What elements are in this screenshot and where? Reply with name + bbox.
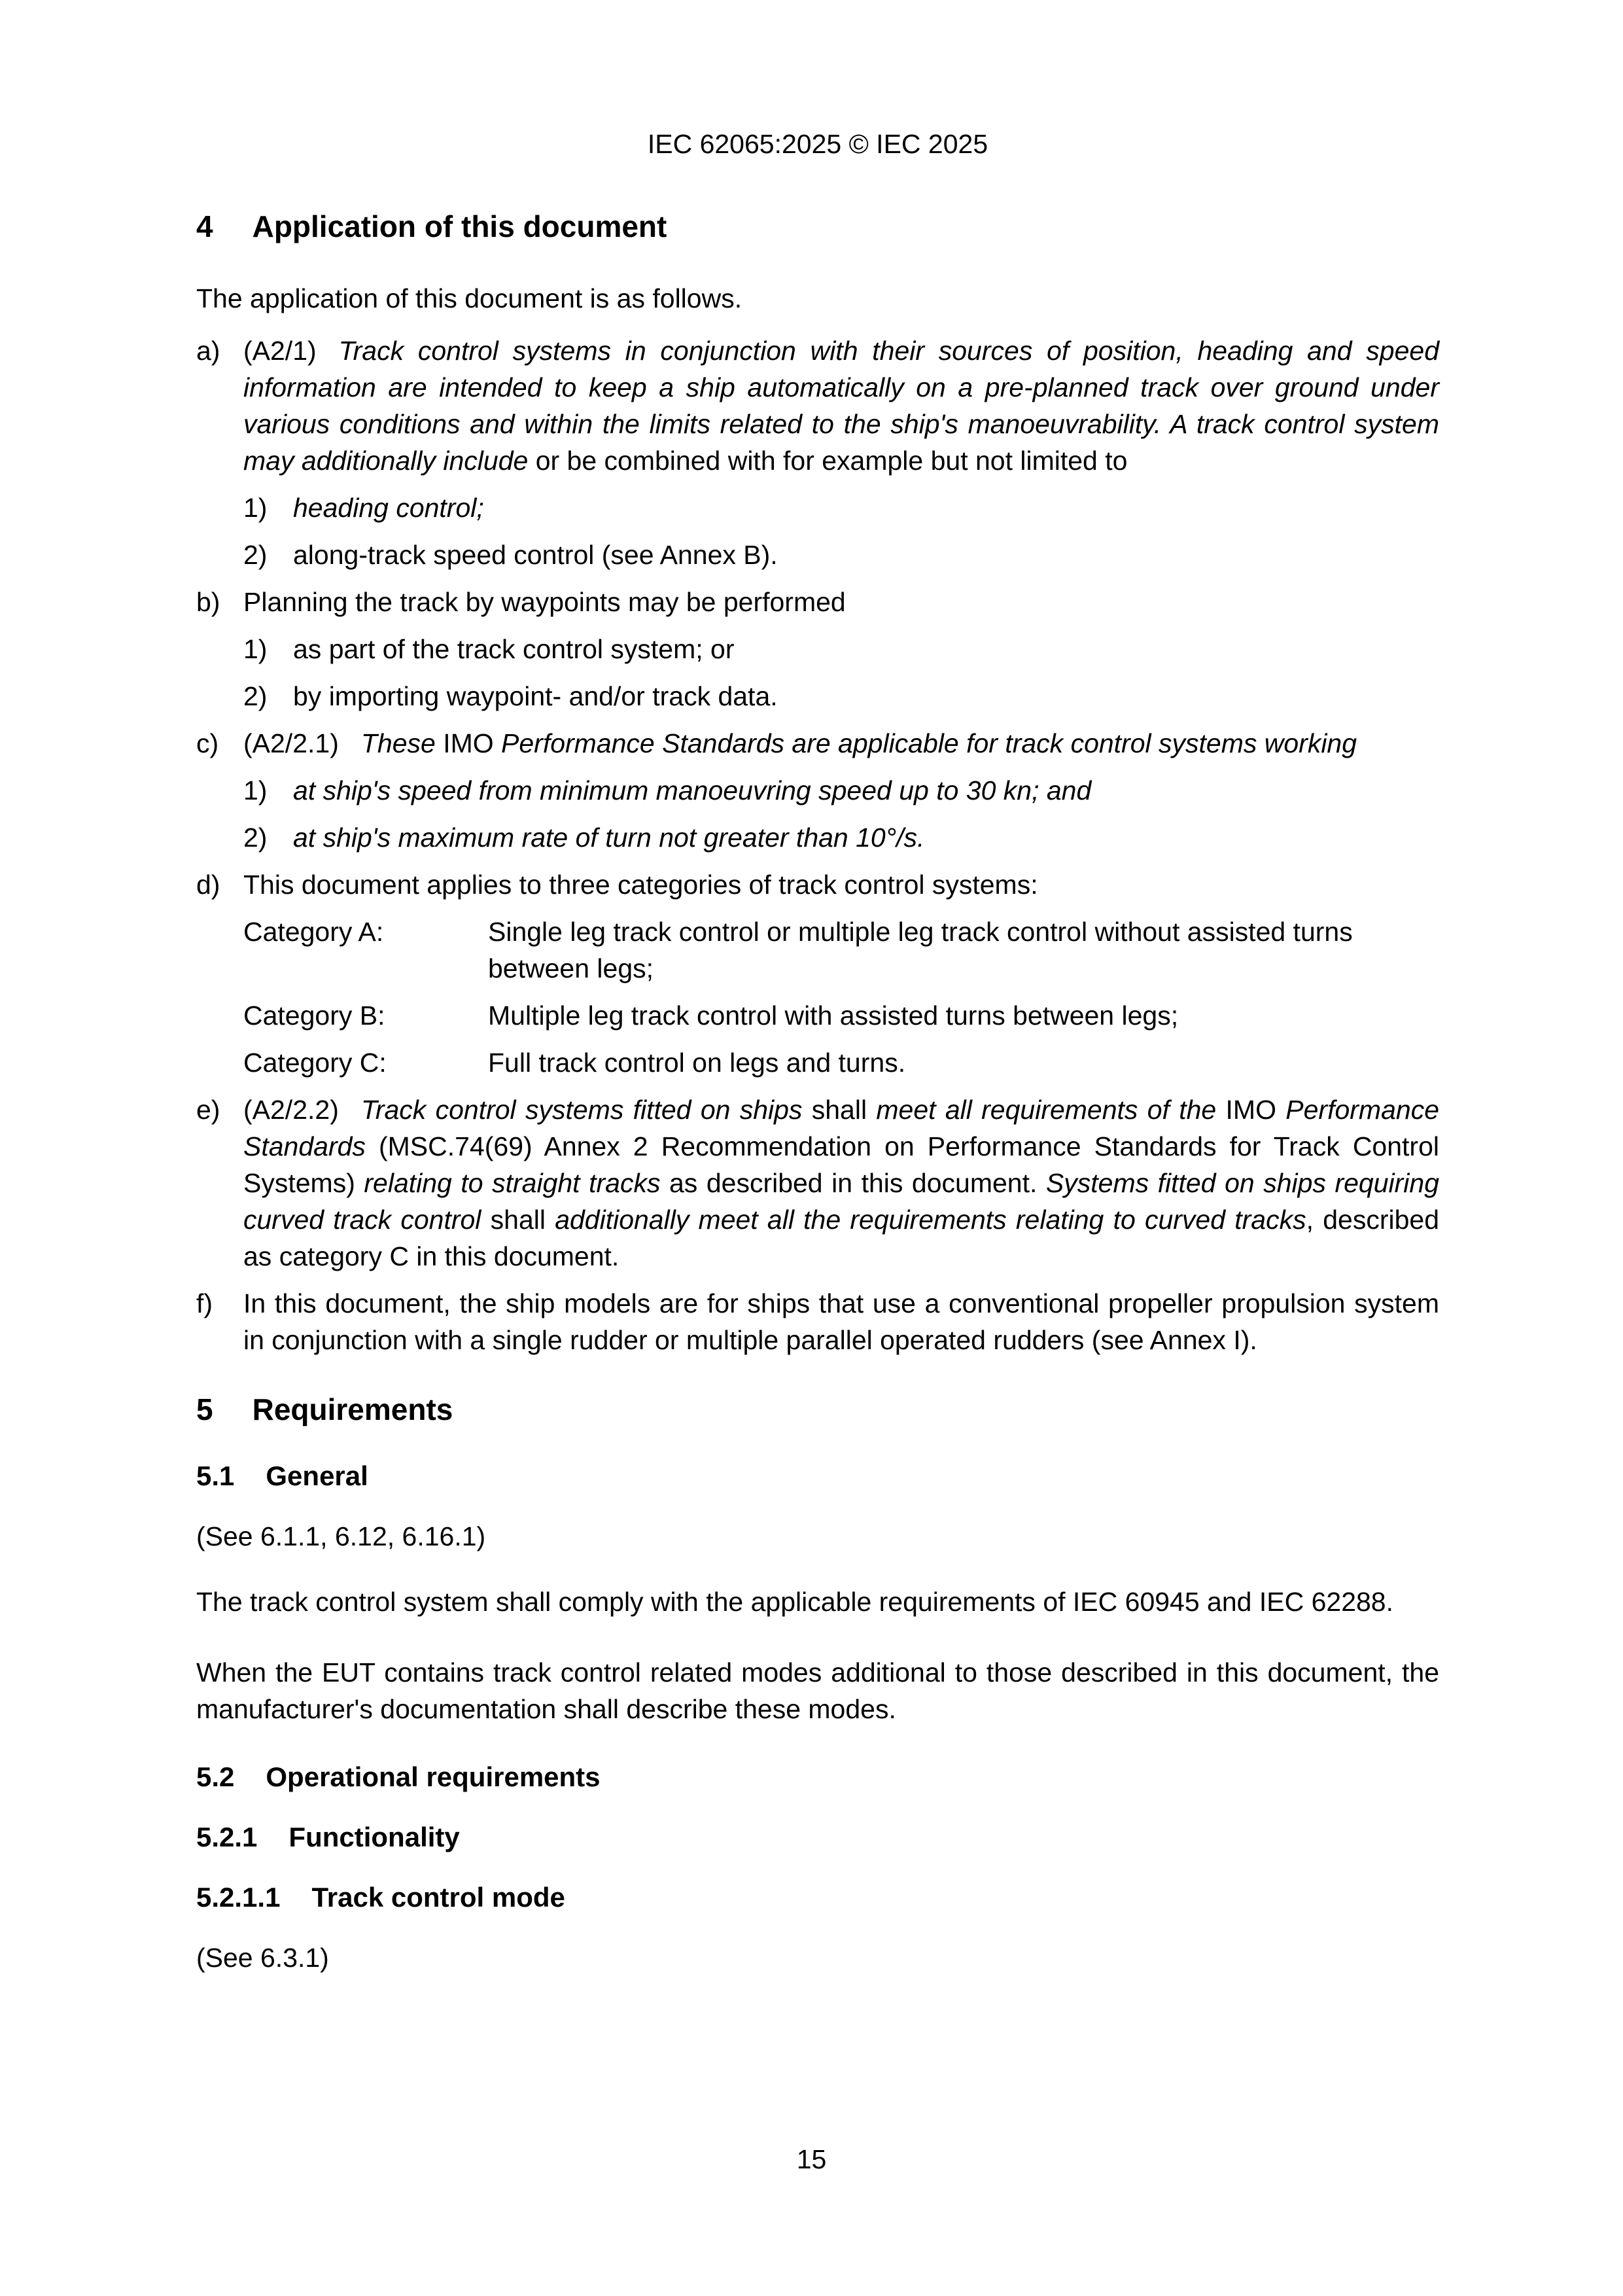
clause-5-2-heading xyxy=(196,1759,1439,1795)
list-item-b2-text: by importing waypoint- and/or track data. xyxy=(293,681,778,711)
list-item-e-upright-1: shall xyxy=(802,1095,877,1125)
list-item-c2 xyxy=(196,819,1439,856)
list-item-d xyxy=(196,866,1439,903)
list-item-e-upright-2: IMO xyxy=(1216,1095,1286,1125)
list-item-f-label: f) xyxy=(196,1288,213,1318)
category-c-row xyxy=(196,1044,1439,1081)
clause-5-1-title: General xyxy=(266,1460,368,1491)
list-item-b xyxy=(196,584,1439,620)
list-item-e-italic-3: Performance Standards xyxy=(243,1095,1439,1161)
clause-5-2-title: Operational requirements xyxy=(266,1761,601,1792)
list-item-a-italic-text: Track control systems in conjunction with their sources of position, heading and speed information are intended to keep a ship automatically on a pre-planned track over ground under various conditions and within the limits related to the ship's manoeuvrability. A track control system may additionally include xyxy=(243,336,1439,476)
list-item-a1-text: heading control; xyxy=(293,493,484,523)
list-item-a1 xyxy=(196,489,1439,526)
list-item-a-tag: (A2/1) xyxy=(243,336,317,366)
list-item-f xyxy=(196,1285,1439,1358)
list-item-b-label: b) xyxy=(196,587,220,617)
list-item-b1-label: 1) xyxy=(243,634,268,664)
list-item-c1 xyxy=(196,772,1439,809)
list-item-d-label: d) xyxy=(196,870,220,900)
list-item-e-upright-3: (MSC.74(69) Annex 2 Recommendation on Performance Standards for Track Control Systems) xyxy=(243,1131,1439,1198)
list-item-c1-text: at ship's speed from minimum manoeuvring speed up to 30 kn; and xyxy=(293,775,1092,805)
clause-5-2-1-1-number: 5.2.1.1 xyxy=(196,1882,281,1913)
list-item-a1-label: 1) xyxy=(243,493,268,523)
category-b-description: Multiple leg track control with assisted turns between legs; xyxy=(488,1000,1179,1031)
list-item-a-upright-text: or be combined with for example but not limited to xyxy=(528,446,1128,476)
list-item-e xyxy=(196,1091,1439,1275)
clause-4-number: 4 xyxy=(196,209,213,243)
clause-5-2-1-number: 5.2.1 xyxy=(196,1822,258,1852)
list-item-c1-label: 1) xyxy=(243,775,268,805)
category-a-description: Single leg track control or multiple leg track control without assisted turns between legs; xyxy=(488,917,1353,983)
clause-5-1-see-reference: (See 6.1.1, 6.12, 6.16.1) xyxy=(196,1521,486,1551)
list-item-a2-label: 2) xyxy=(243,540,268,570)
list-item-a2-text: along-track speed control (see Annex B). xyxy=(293,540,778,570)
category-a-label: Category A: xyxy=(243,917,384,947)
list-item-c xyxy=(196,725,1439,762)
list-item-e-italic-1: Track control systems fitted on ships xyxy=(360,1095,803,1125)
list-item-c2-text: at ship's maximum rate of turn not greater than 10°/s. xyxy=(293,822,925,853)
clause-5-2-1-1-see-reference: (See 6.3.1) xyxy=(196,1943,329,1973)
clause-5-1-heading xyxy=(196,1458,1439,1494)
list-item-c-label: c) xyxy=(196,728,219,758)
list-item-e-italic-4: relating to straight tracks xyxy=(364,1168,661,1198)
list-item-a2 xyxy=(196,537,1439,573)
list-item-e-upright-5: shall xyxy=(481,1205,555,1235)
clause-5-1-paragraph-1: The track control system shall comply with the applicable requirements of IEC 60945 and IEC 62288. xyxy=(196,1587,1393,1617)
category-b-row xyxy=(196,997,1439,1034)
category-a-row xyxy=(196,913,1439,987)
clause-5-1-paragraph-2: When the EUT contains track control related modes additional to those described in this document, the manufacturer's documentation shall describe these modes. xyxy=(196,1657,1439,1724)
list-item-f-text: In this document, the ship models are for ships that use a conventional propeller propulsion system in conjunction with a single rudder or multiple parallel operated rudders (see Annex I). xyxy=(243,1288,1439,1355)
list-item-e-upright-4: as described in this document. xyxy=(660,1168,1046,1198)
list-item-e-italic-6: additionally meet all the requirements relating to curved tracks xyxy=(555,1205,1306,1235)
category-b-label: Category B: xyxy=(243,1000,385,1031)
list-item-c-italic-1: These xyxy=(360,728,436,758)
list-item-b-text: Planning the track by waypoints may be performed xyxy=(243,587,846,617)
category-c-description: Full track control on legs and turns. xyxy=(488,1048,906,1078)
clause-4-heading xyxy=(196,207,1439,246)
clause-5-heading xyxy=(196,1390,1439,1429)
category-c-label: Category C: xyxy=(243,1048,387,1078)
list-item-a-label: a) xyxy=(196,336,220,366)
clause-5-2-1-1-heading xyxy=(196,1879,1439,1916)
clause-5-1-number: 5.1 xyxy=(196,1460,235,1491)
list-item-c-italic-2: Performance Standards are applicable for track control systems working xyxy=(501,728,1357,758)
list-item-e-italic-2: meet all requirements of the xyxy=(876,1095,1217,1125)
list-item-d-text: This document applies to three categories of track control systems: xyxy=(243,870,1038,900)
clause-5-title: Requirements xyxy=(252,1392,453,1426)
clause-5-2-1-title: Functionality xyxy=(288,1822,460,1852)
list-item-b1-text: as part of the track control system; or xyxy=(293,634,735,664)
list-item-c-tag: (A2/2.1) xyxy=(243,728,339,758)
list-item-b1 xyxy=(196,631,1439,667)
clause-4-title: Application of this document xyxy=(252,209,667,243)
clause-5-2-1-heading xyxy=(196,1819,1439,1856)
clause-5-2-number: 5.2 xyxy=(196,1761,235,1792)
running-header: IEC 62065:2025 © IEC 2025 xyxy=(647,129,988,159)
page-number: 15 xyxy=(796,2144,827,2174)
list-item-c-upright-1: IMO xyxy=(435,728,502,758)
list-item-a xyxy=(196,332,1439,479)
list-item-e-upright-6: , described as category C in this document. xyxy=(243,1205,1440,1271)
clause-4-intro: The application of this document is as follows. xyxy=(196,283,742,313)
list-item-e-italic-5: Systems fitted on ships requiring curved track control xyxy=(243,1168,1439,1235)
clause-5-2-1-1-title: Track control mode xyxy=(311,1882,565,1913)
list-item-e-label: e) xyxy=(196,1095,220,1125)
list-item-e-tag: (A2/2.2) xyxy=(243,1095,339,1125)
clause-5-number: 5 xyxy=(196,1392,213,1426)
list-item-b2-label: 2) xyxy=(243,681,268,711)
list-item-c2-label: 2) xyxy=(243,822,268,853)
list-item-b2 xyxy=(196,678,1439,715)
